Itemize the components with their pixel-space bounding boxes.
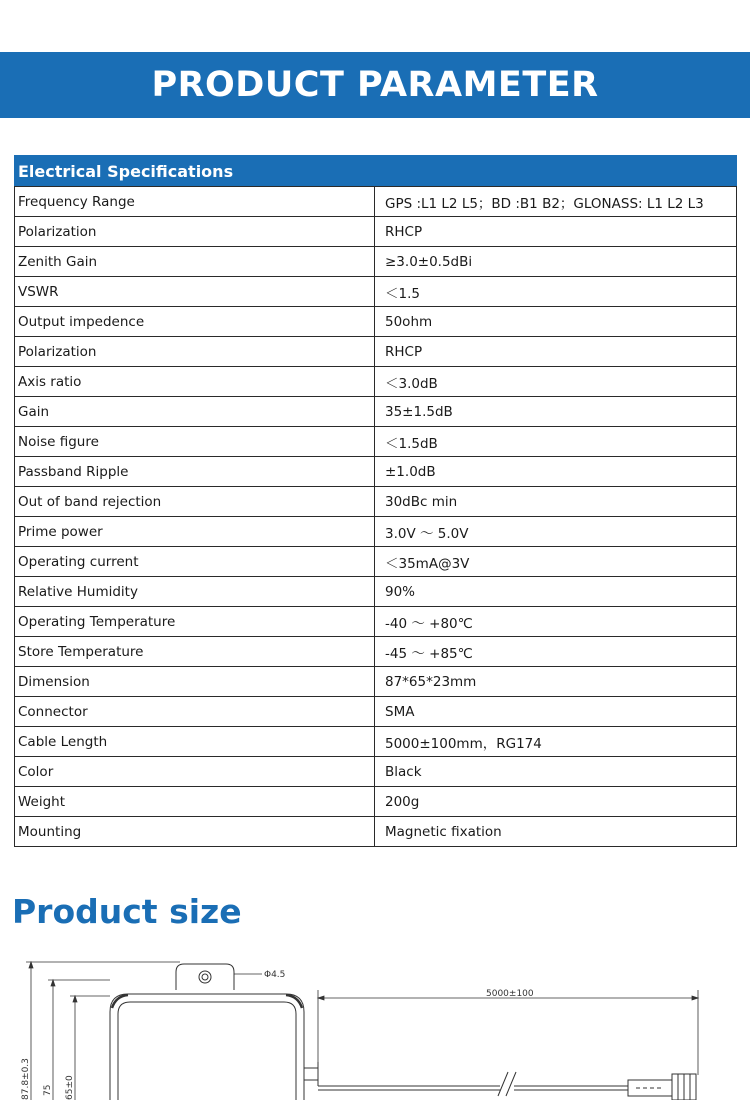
spec-value: 200g bbox=[375, 787, 737, 817]
spec-value: ＜1.5dB bbox=[375, 427, 737, 457]
spec-row bbox=[15, 187, 737, 217]
dimension-lines-left bbox=[26, 962, 180, 1100]
spec-row bbox=[15, 547, 737, 577]
spec-row bbox=[15, 247, 737, 277]
spec-value: 35±1.5dB bbox=[375, 397, 737, 427]
spec-label: Color bbox=[15, 757, 375, 787]
spec-row bbox=[15, 817, 737, 847]
spec-value: 50ohm bbox=[375, 307, 737, 337]
spec-value: ±1.0dB bbox=[375, 457, 737, 487]
spec-label: Axis ratio bbox=[15, 367, 375, 397]
spec-label: Prime power bbox=[15, 517, 375, 547]
cable-dimension-line bbox=[318, 990, 698, 1075]
cable-and-connector bbox=[318, 1072, 696, 1100]
dimension-label-1: 87.8±0.3 bbox=[21, 1058, 31, 1100]
spec-label: Connector bbox=[15, 697, 375, 727]
spec-value: ＜3.0dB bbox=[375, 367, 737, 397]
spec-row bbox=[15, 457, 737, 487]
spec-value: 3.0V ～ 5.0V bbox=[375, 517, 737, 547]
banner-title: PRODUCT PARAMETER bbox=[151, 65, 599, 105]
spec-row bbox=[15, 337, 737, 367]
dimension-label-2: 75 bbox=[43, 1084, 53, 1096]
spec-label: Operating current bbox=[15, 547, 375, 577]
antenna-body-outline bbox=[110, 964, 318, 1100]
spec-label: Cable Length bbox=[15, 727, 375, 757]
spec-row bbox=[15, 607, 737, 637]
product-size-title: Product size bbox=[12, 892, 242, 931]
spec-row bbox=[15, 217, 737, 247]
spec-value: 90% bbox=[375, 577, 737, 607]
spec-table-header-row bbox=[15, 156, 737, 187]
spec-row bbox=[15, 637, 737, 667]
spec-label: Operating Temperature bbox=[15, 607, 375, 637]
spec-row bbox=[15, 277, 737, 307]
product-size-drawing bbox=[0, 950, 750, 1100]
spec-row bbox=[15, 667, 737, 697]
product-parameter-banner bbox=[0, 52, 750, 118]
spec-value: -45 ～ +85℃ bbox=[375, 637, 737, 667]
spec-label: Passband Ripple bbox=[15, 457, 375, 487]
spec-value: GPS :L1 L2 L5；BD :B1 B2；GLONASS: L1 L2 L3 bbox=[375, 187, 737, 217]
spec-label: VSWR bbox=[15, 277, 375, 307]
spec-value: ＜35mA@3V bbox=[375, 547, 737, 577]
spec-value: RHCP bbox=[375, 337, 737, 367]
spec-row bbox=[15, 757, 737, 787]
spec-row bbox=[15, 727, 737, 757]
spec-label: Noise figure bbox=[15, 427, 375, 457]
spec-row bbox=[15, 397, 737, 427]
spec-label: Gain bbox=[15, 397, 375, 427]
spec-value: RHCP bbox=[375, 217, 737, 247]
spec-label: Output impedence bbox=[15, 307, 375, 337]
dimension-label-3: 65±0 bbox=[65, 1075, 75, 1100]
spec-row bbox=[15, 697, 737, 727]
spec-label: Dimension bbox=[15, 667, 375, 697]
hole-dimension-label: Φ4.5 bbox=[264, 970, 286, 980]
spec-value: 30dBc min bbox=[375, 487, 737, 517]
spec-value: ＜1.5 bbox=[375, 277, 737, 307]
spec-value: 5000±100mm，RG174 bbox=[375, 727, 737, 757]
spec-row bbox=[15, 307, 737, 337]
spec-label: Store Temperature bbox=[15, 637, 375, 667]
spec-label: Frequency Range bbox=[15, 187, 375, 217]
spec-row bbox=[15, 427, 737, 457]
spec-value: 87*65*23mm bbox=[375, 667, 737, 697]
spec-value: SMA bbox=[375, 697, 737, 727]
spec-value: Black bbox=[375, 757, 737, 787]
spec-row bbox=[15, 577, 737, 607]
spec-label: Polarization bbox=[15, 217, 375, 247]
spec-row bbox=[15, 487, 737, 517]
spec-label: Zenith Gain bbox=[15, 247, 375, 277]
spec-row bbox=[15, 367, 737, 397]
spec-value: ≥3.0±0.5dBi bbox=[375, 247, 737, 277]
spec-value: -40 ～ +80℃ bbox=[375, 607, 737, 637]
spec-label: Relative Humidity bbox=[15, 577, 375, 607]
spec-label: Out of band rejection bbox=[15, 487, 375, 517]
spec-label: Mounting bbox=[15, 817, 375, 847]
spec-value: Magnetic fixation bbox=[375, 817, 737, 847]
cable-length-label: 5000±100 bbox=[486, 989, 534, 999]
electrical-specifications-table bbox=[14, 155, 737, 847]
spec-label: Polarization bbox=[15, 337, 375, 367]
spec-row bbox=[15, 517, 737, 547]
spec-table-header: Electrical Specifications bbox=[15, 156, 737, 187]
spec-label: Weight bbox=[15, 787, 375, 817]
spec-row bbox=[15, 787, 737, 817]
